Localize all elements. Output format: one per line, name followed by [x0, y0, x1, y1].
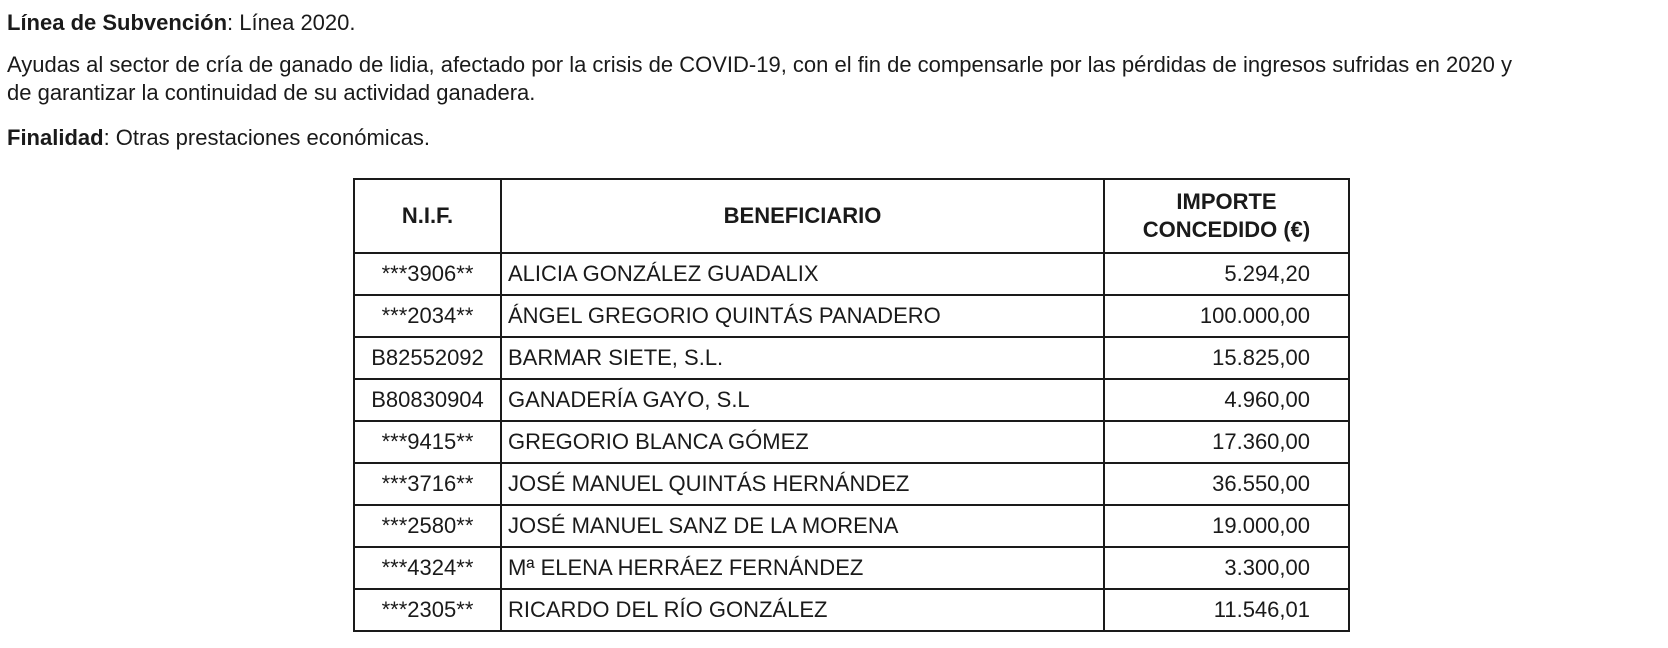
cell-importe: 100.000,00	[1104, 295, 1349, 337]
cell-beneficiario: JOSÉ MANUEL SANZ DE LA MORENA	[501, 505, 1104, 547]
beneficiaries-table	[353, 178, 1350, 632]
table-row	[354, 463, 1349, 505]
cell-nif: ***2305**	[354, 589, 501, 631]
table-row	[354, 295, 1349, 337]
cell-beneficiario: ÁNGEL GREGORIO QUINTÁS PANADERO	[501, 295, 1104, 337]
cell-nif: ***3716**	[354, 463, 501, 505]
column-header-beneficiario: BENEFICIARIO	[501, 179, 1104, 253]
column-header-importe	[1104, 179, 1349, 253]
column-header-importe-line1: IMPORTE	[1176, 189, 1277, 214]
table-row	[354, 379, 1349, 421]
cell-nif: ***3906**	[354, 253, 501, 295]
table-row	[354, 505, 1349, 547]
description-line-1: Ayudas al sector de cría de ganado de lidia, afectado por la crisis de COVID-19, con el fin de compensarle por las pérdidas de ingresos sufridas en 2020 y	[7, 52, 1513, 77]
cell-beneficiario: GANADERÍA GAYO, S.L	[501, 379, 1104, 421]
table-row	[354, 253, 1349, 295]
cell-beneficiario: RICARDO DEL RÍO GONZÁLEZ	[501, 589, 1104, 631]
table-row	[354, 337, 1349, 379]
description-paragraph	[7, 51, 1667, 107]
table-row	[354, 421, 1349, 463]
linea-subvencion	[7, 9, 356, 37]
cell-beneficiario: GREGORIO BLANCA GÓMEZ	[501, 421, 1104, 463]
cell-nif: ***4324**	[354, 547, 501, 589]
linea-value: : Línea 2020.	[227, 10, 356, 35]
cell-beneficiario: ALICIA GONZÁLEZ GUADALIX	[501, 253, 1104, 295]
cell-nif: ***2034**	[354, 295, 501, 337]
column-header-importe-line2: CONCEDIDO (€)	[1142, 217, 1311, 242]
table-row	[354, 547, 1349, 589]
cell-importe: 11.546,01	[1104, 589, 1349, 631]
cell-importe: 36.550,00	[1104, 463, 1349, 505]
cell-importe: 5.294,20	[1104, 253, 1349, 295]
cell-importe: 4.960,00	[1104, 379, 1349, 421]
cell-nif: B80830904	[354, 379, 501, 421]
finalidad	[7, 124, 430, 152]
cell-importe: 19.000,00	[1104, 505, 1349, 547]
cell-importe: 15.825,00	[1104, 337, 1349, 379]
description-line-2: de garantizar la continuidad de su actividad ganadera.	[7, 80, 536, 105]
cell-beneficiario: Mª ELENA HERRÁEZ FERNÁNDEZ	[501, 547, 1104, 589]
cell-importe: 3.300,00	[1104, 547, 1349, 589]
linea-label: Línea de Subvención	[7, 10, 228, 35]
cell-nif: ***9415**	[354, 421, 501, 463]
table-header-row	[354, 179, 1349, 253]
finalidad-value: : Otras prestaciones económicas.	[103, 125, 431, 150]
finalidad-label: Finalidad	[7, 125, 104, 150]
cell-nif: ***2580**	[354, 505, 501, 547]
cell-beneficiario: BARMAR SIETE, S.L.	[501, 337, 1104, 379]
table-row	[354, 589, 1349, 631]
cell-beneficiario: JOSÉ MANUEL QUINTÁS HERNÁNDEZ	[501, 463, 1104, 505]
cell-nif: B82552092	[354, 337, 501, 379]
column-header-nif: N.I.F.	[354, 179, 501, 253]
cell-importe: 17.360,00	[1104, 421, 1349, 463]
